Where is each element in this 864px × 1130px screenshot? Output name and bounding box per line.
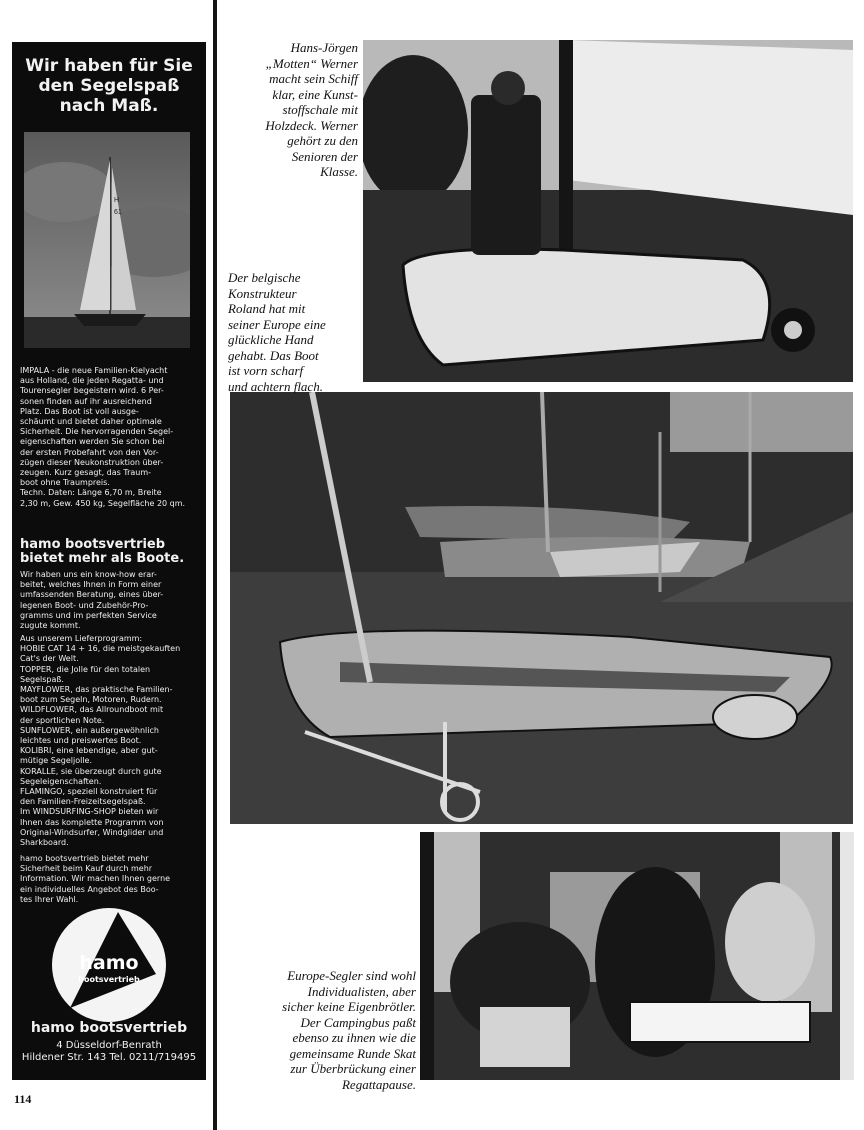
photo-dinghies-shore [230, 392, 853, 824]
photo-werner-dinghy [363, 40, 853, 382]
ad-program-text: Aus unserem Lieferprogramm: HOBIE CAT 14 + 16, die meistgekauften Cat's der Welt. TOPPER, die Jolle für den totalen Segelspaß. MAYFLOWER, das praktische Familien- boot zum Segeln, Motoren, Rudern. WILDFLOWER, das Allroundboot mit der sportlichen Note. SUNFLOWER, ein außergewöhnlich leichtes und preiswertes Boot. KOLIBRI, eine lebendige, aber gut- mütige Segeljolle. KORALLE, sie überzeugt durch gute Segeleigenschaften. FLAMINGO, speziell konstruiert für den Familien-Freizeitsegelspaß. Im WINDSURFING-SHOP bieten wir Ihnen das komplette Programm von Original-Windsurfer, Windglider und Sharkboard. [20, 634, 181, 848]
hamo-logo [52, 908, 166, 1022]
logo-wordmark: hamo [79, 952, 139, 974]
svg-text:61: 61 [114, 209, 122, 216]
ad-impala-text: IMPALA - die neue Familien-Kielyacht aus Holland, die jeden Regatta- und Tourensegler begeistern wird. 6 Per- sonen finden auf ihr ausreichend Platz. Das Boot ist voll ausge- schäumt und bietet daher optimale Sicherheit. Die hervorragenden Segel- eigenschaften werden Sie schon bei der ersten Probefahrt von den Vor- zügen dieser Neukonstruktion über- zeugen. Kurz gesagt, das Traum- boot ohne Traumpreis. Techn. Daten: Länge 6,70 m, Breite 2,30 m, Gew. 450 kg, Segelfläche 20 qm. [20, 366, 186, 508]
ad-footer-city: 4 Düsseldorf-Benrath [56, 1040, 162, 1051]
ad-footer-company: hamo bootsvertrieb [30, 1020, 188, 1036]
hamo-advertisement [12, 42, 206, 1080]
page-number: 114 [14, 1092, 32, 1106]
logo-subtitle: bootsvertrieb [78, 975, 140, 984]
svg-text:H: H [114, 197, 120, 204]
caption-roland: Der belgische Konstrukteur Roland hat mit seiner Europe eine glückliche Hand gehabt. Das Boot ist vorn scharf und achtern flach. [228, 270, 326, 394]
caption-campingbus: Europe-Segler sind wohl Individualisten, aber sicher keine Eigenbrötler. Der Campingbus paßt ebenso zu ihnen wie die gemeinsame Runde Skat zur Überbrückung einer Regattapause. [282, 968, 416, 1092]
ad-footer-street: Hildener Str. 143 Tel. 0211/719495 [21, 1052, 197, 1063]
ad-subheadline: hamo bootsvertrieb bietet mehr als Boote. [20, 537, 185, 566]
column-rule [213, 0, 217, 1130]
ad-intro-text: Wir haben uns ein know-how erar- beitet, welches Ihnen in Form einer umfassenden Beratung, eines über- legenen Boot- und Zubehör-Pro- gramms und im perfekten Service zugute kommt. [20, 570, 164, 631]
ad-sailboat-photo [24, 132, 190, 348]
caption-werner: Hans-Jörgen „Motten“ Werner macht sein Schiff klar, eine Kunst- stoffschale mit Holzdeck. Werner gehört zu den Senioren der Klasse. [265, 40, 358, 179]
ad-headline: Wir haben für Sie den Segelspaß nach Maß. [25, 56, 193, 116]
photo-camping-bus [420, 832, 854, 1080]
ad-closing-text: hamo bootsvertrieb bietet mehr Sicherheit beim Kauf durch mehr Information. Wir machen Ihnen gerne ein individuelles Angebot des Boo- tes Ihrer Wahl. [20, 854, 171, 904]
